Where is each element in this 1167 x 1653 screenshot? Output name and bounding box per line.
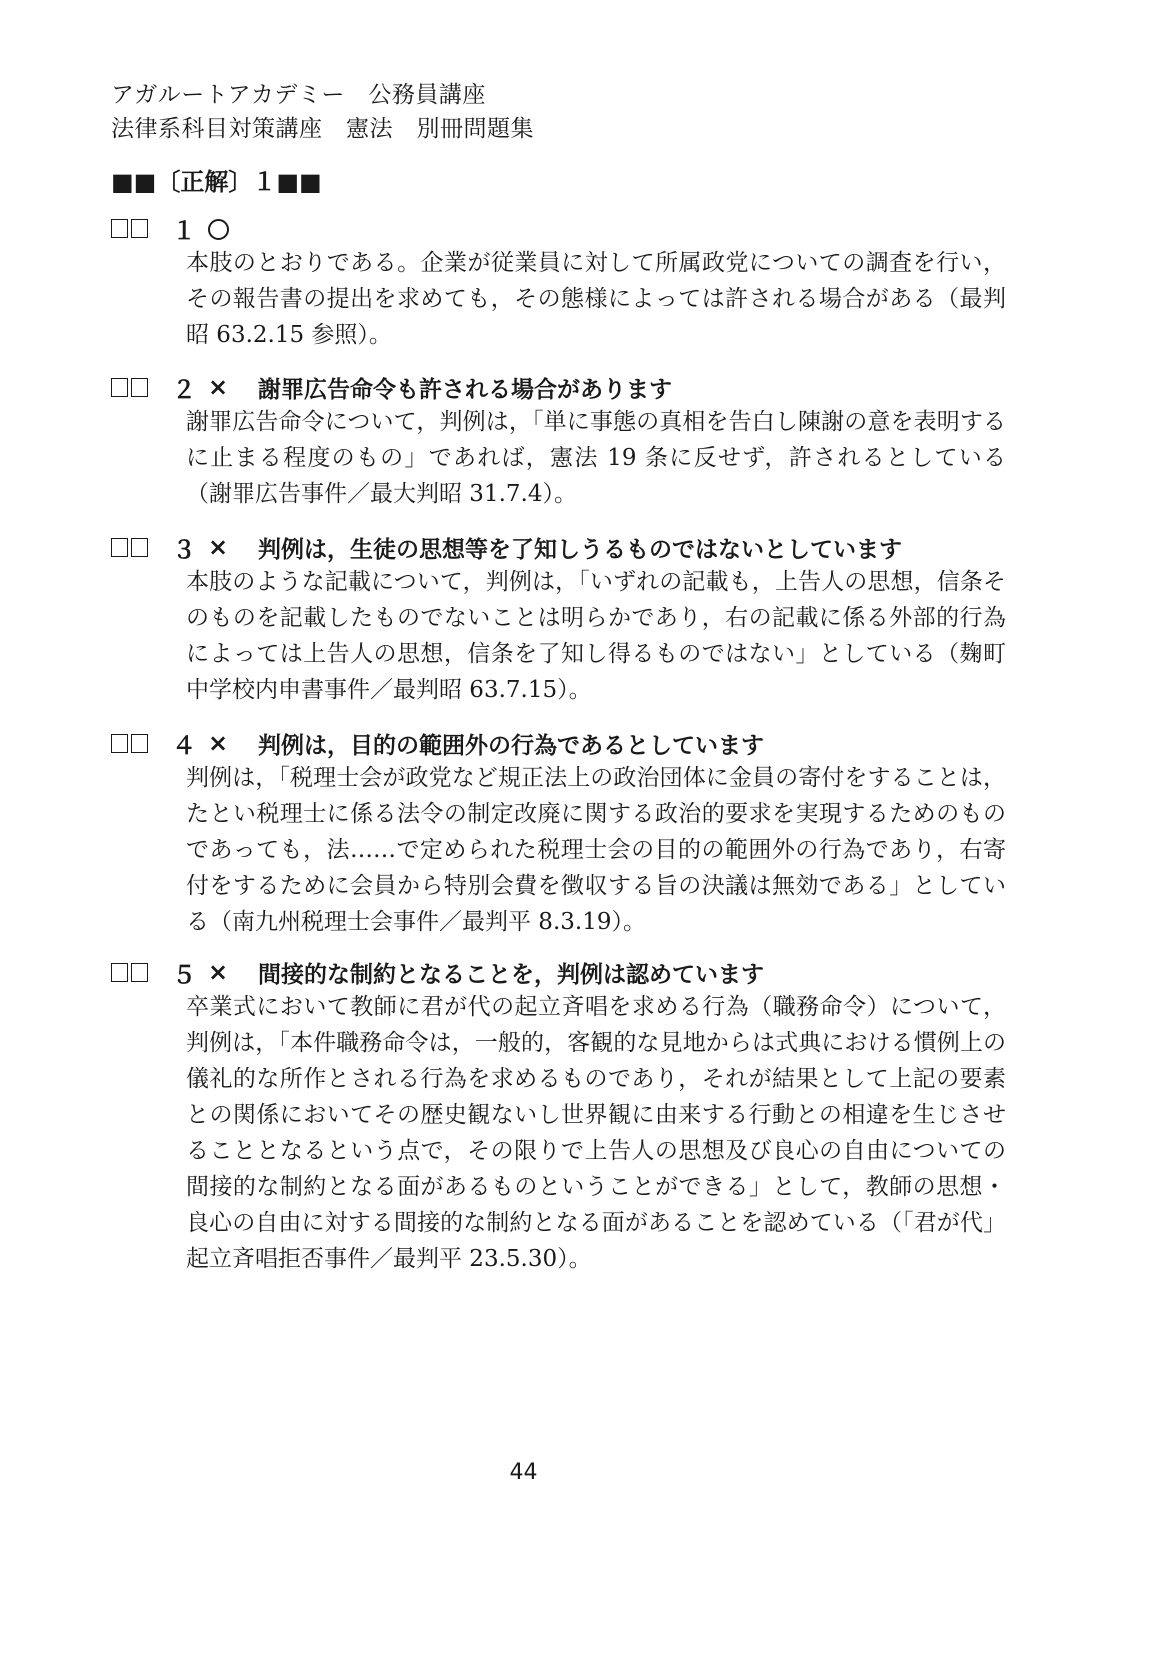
item-mark: × [208, 373, 229, 401]
check-boxes [111, 378, 148, 397]
check-box-icon [111, 378, 128, 397]
check-box-icon [111, 538, 128, 557]
page-number: 44 [509, 1460, 538, 1485]
document-header [111, 78, 534, 146]
item-number: ５ [172, 960, 196, 989]
answer-item-1 [111, 211, 1011, 353]
header-line-2: 法律系科目対策講座 憲法 別冊問題集 [111, 116, 534, 142]
item-body: 本肢のとおりである。企業が従業員に対して所属政党についての調査を行い，その報告書の提出を求めても，その態様によっては許される場合がある（最判昭 63.2.15 参照）。 [186, 250, 1006, 348]
item-number: １ [172, 216, 196, 245]
item-number: ２ [172, 375, 196, 404]
item-mark [208, 214, 258, 242]
item-head [111, 530, 1011, 564]
item-mark: × [208, 958, 229, 986]
item-head [111, 211, 1011, 245]
header-line-1: アガルートアカデミー 公務員講座 [111, 82, 486, 108]
check-box-icon [131, 378, 148, 397]
item-body: 判例は，「税理士会が政党など規正法上の政治団体に金員の寄付をすることは，たとい税理士に係る法令の制定改廃に関する政治的要求を実現するためのものであっても，法……で定められた税理士会の目的の範囲外の行為であり，右寄付をするために会員から特別会費を徴収する旨の決議は無効である」としている（南九州税理士会事件／最判平 8.3.19）。 [186, 765, 1006, 935]
answer-item-5 [111, 955, 1011, 1277]
item-body: 本肢のような記載について，判例は，「いずれの記載も，上告人の思想，信条そのものを記載したものでないことは明らかであり，右の記載に係る外部的行為によっては上告人の思想，信条を了知し得るものではない」としている（麹町中学校内申書事件／最判昭 63.7.15）。 [186, 569, 1006, 703]
item-mark: × [208, 533, 229, 561]
item-head [111, 370, 1011, 404]
answer-heading: ■■〔正解〕１■■ [111, 168, 322, 196]
answer-item-4 [111, 726, 1011, 940]
item-body: 卒業式において教師に君が代の起立斉唱を求める行為（職務命令）について，判例は，「本件職務命令は，一般的，客観的な見地からは式典における慣例上の儀礼的な所作とされる行為を求めるものであり，それが結果として上記の要素との関係においてその歴史観ないし世界観に由来する行動との相違を生じさせることとなるという点で，その限りで上告人の思想及び良心の自由についての間接的な制約となる面があるものということができる」として，教師の思想・良心の自由に対する間接的な制約となる面があることを認めている（「君が代」起立斉唱拒否事件／最判平 23.5.30）。 [186, 994, 1007, 1272]
check-boxes [111, 734, 148, 753]
check-boxes [111, 219, 148, 238]
check-box-icon [131, 734, 148, 753]
check-box-icon [131, 963, 148, 982]
check-box-icon [111, 219, 128, 238]
check-boxes [111, 538, 148, 557]
item-number: ４ [172, 731, 196, 760]
item-head [111, 726, 1011, 760]
circle-mark-icon [208, 219, 229, 240]
check-box-icon [131, 219, 148, 238]
item-number: ３ [172, 535, 196, 564]
item-summary: 謝罪広告命令も許される場合があります [258, 376, 672, 403]
check-boxes [111, 963, 148, 982]
item-summary: 判例は，生徒の思想等を了知しうるものではないとしています [258, 536, 902, 563]
item-summary: 間接的な制約となることを，判例は認めています [258, 961, 764, 988]
check-box-icon [111, 734, 128, 753]
answer-item-3 [111, 530, 1011, 708]
item-summary: 判例は，目的の範囲外の行為であるとしています [258, 732, 764, 759]
item-mark: × [208, 729, 229, 757]
check-box-icon [131, 538, 148, 557]
check-box-icon [111, 963, 128, 982]
item-body: 謝罪広告命令について，判例は，「単に事態の真相を告白し陳謝の意を表明するに止まる程度のもの」であれば，憲法 19 条に反せず，許されるとしている（謝罪広告事件／最大判昭 31.7.4）。 [186, 409, 1006, 507]
item-head [111, 955, 1011, 989]
answer-item-2 [111, 370, 1011, 512]
